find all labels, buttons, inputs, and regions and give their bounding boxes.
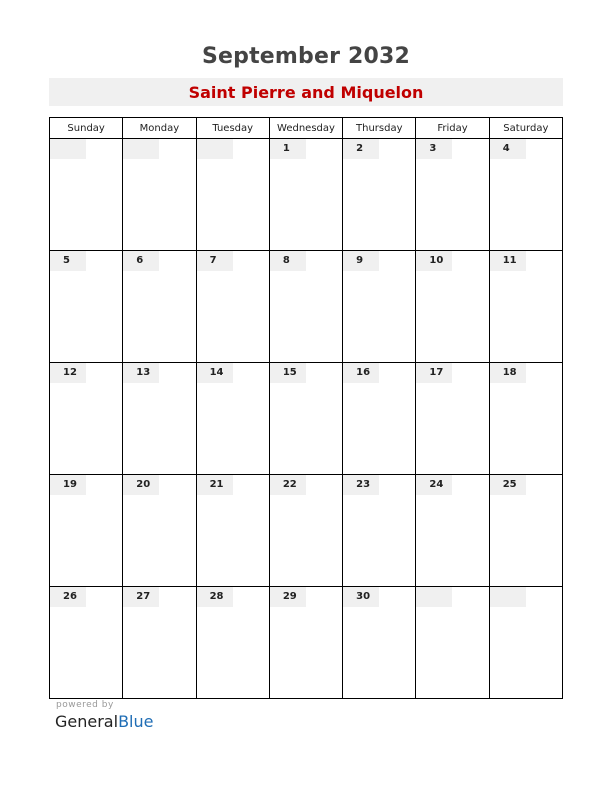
day-cell [50,139,123,251]
day-number [197,139,233,159]
calendar-grid [49,117,563,699]
day-cell [50,475,123,587]
day-number: 15 [270,363,306,383]
weekday-header-thursday: Thursday [343,118,416,139]
day-number: 22 [270,475,306,495]
day-cell [196,251,269,363]
day-cell [489,587,562,699]
day-number: 28 [197,587,233,607]
day-cell [269,139,342,251]
day-number: 30 [343,587,379,607]
day-cell [489,251,562,363]
day-cell [196,587,269,699]
day-cell [269,475,342,587]
day-number: 29 [270,587,306,607]
day-number: 4 [490,139,526,159]
week-row [50,251,563,363]
day-cell [269,363,342,475]
day-number: 8 [270,251,306,271]
day-cell [196,363,269,475]
day-number: 11 [490,251,526,271]
day-number: 6 [123,251,159,271]
powered-by-label: powered by [56,700,114,710]
day-cell [269,587,342,699]
weekday-header-saturday: Saturday [489,118,562,139]
day-number: 26 [50,587,86,607]
day-cell [123,475,196,587]
day-number: 24 [416,475,452,495]
brand-general-text: General [55,712,119,731]
day-cell [123,139,196,251]
brand-blue-text: Blue [118,712,154,731]
day-number: 3 [416,139,452,159]
day-cell [50,587,123,699]
calendar-title: September 2032 [201,44,411,69]
day-cell [416,363,489,475]
week-row [50,139,563,251]
day-number [416,587,452,607]
generalblue-logo [55,712,153,731]
day-number [123,139,159,159]
day-number: 14 [197,363,233,383]
day-cell [123,587,196,699]
weekday-header-sunday: Sunday [50,118,123,139]
weekday-header-row [50,118,563,139]
day-cell [196,139,269,251]
weekday-header-monday: Monday [123,118,196,139]
day-number [490,587,526,607]
day-number: 13 [123,363,159,383]
week-row [50,475,563,587]
day-number: 19 [50,475,86,495]
week-row [50,363,563,475]
day-cell [343,587,416,699]
day-cell [416,475,489,587]
weekday-header-wednesday: Wednesday [269,118,342,139]
region-banner: Saint Pierre and Miquelon [49,78,563,106]
day-cell [489,363,562,475]
day-number: 5 [50,251,86,271]
day-cell [343,363,416,475]
day-cell [196,475,269,587]
day-number: 16 [343,363,379,383]
day-number: 25 [490,475,526,495]
day-number: 12 [50,363,86,383]
day-cell [50,251,123,363]
weekday-header-tuesday: Tuesday [196,118,269,139]
day-cell [416,587,489,699]
day-cell [489,139,562,251]
day-number [50,139,86,159]
day-number: 18 [490,363,526,383]
day-cell [343,475,416,587]
day-cell [123,363,196,475]
day-cell [269,251,342,363]
day-number: 27 [123,587,159,607]
day-number: 2 [343,139,379,159]
day-cell [50,363,123,475]
week-row [50,587,563,699]
day-cell [123,251,196,363]
day-number: 9 [343,251,379,271]
day-cell [343,139,416,251]
day-number: 17 [416,363,452,383]
day-number: 21 [197,475,233,495]
weekday-header-friday: Friday [416,118,489,139]
day-cell [416,139,489,251]
day-cell [343,251,416,363]
day-cell [416,251,489,363]
day-cell [489,475,562,587]
day-number: 20 [123,475,159,495]
day-number: 1 [270,139,306,159]
day-number: 23 [343,475,379,495]
day-number: 10 [416,251,452,271]
day-number: 7 [197,251,233,271]
